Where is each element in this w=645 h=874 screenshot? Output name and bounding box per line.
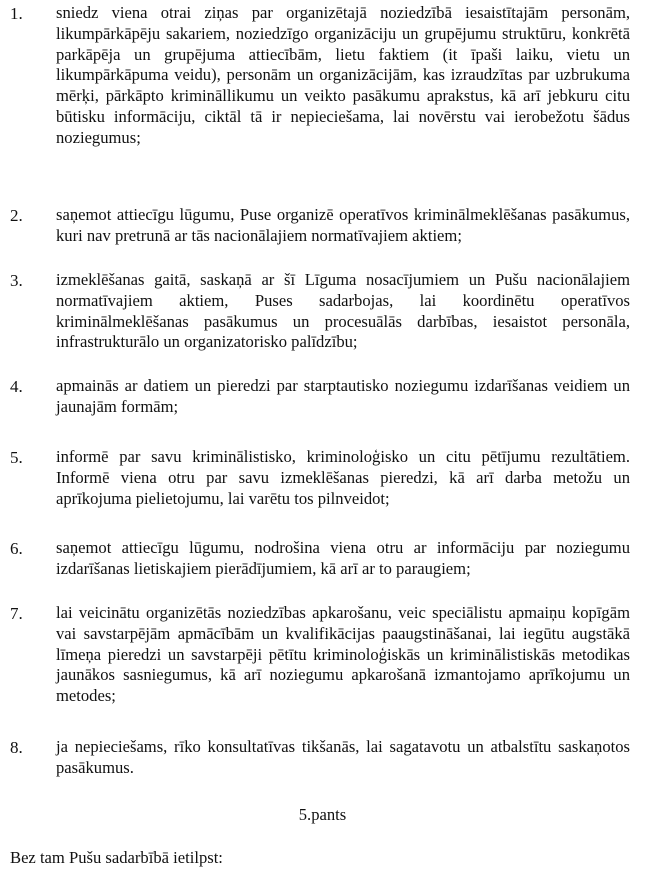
item-text: ja nepieciešams, rīko konsultatīvas tikšanās, lai sagatavotu un atbalstītu saskaņotos pasākumus. bbox=[56, 737, 630, 777]
item-number: 6. bbox=[10, 539, 23, 558]
item-number: 8. bbox=[10, 738, 23, 757]
intro-line: Bez tam Pušu sadarbībā ietilpst: bbox=[10, 848, 223, 867]
item-number: 7. bbox=[10, 604, 23, 623]
item-text: informē par savu kriminālistisko, kriminoloģisko un citu pētījumu rezultātiem. Informē viena otru par savu izmeklēšanas pieredzi, kā arī darba metožu un aprīkojuma pielietojumu, lai varētu tos pilnveidot; bbox=[56, 447, 630, 508]
item-text: apmainās ar datiem un pieredzi par starptautisko noziegumu izdarīšanas veidiem un jaunajām formām; bbox=[56, 376, 630, 416]
item-text: izmeklēšanas gaitā, saskaņā ar šī Līguma nosacījumiem un Pušu nacionālajiem normatīvajiem aktiem, Puses sadarbojas, lai koordinētu operatīvos kriminālmeklēšanas pasākumus un procesuālās darbības, iesaistot personāla, infrastrukturālo un organizatorisko palīdzību; bbox=[56, 270, 630, 352]
section-heading: 5.pants bbox=[298, 805, 347, 824]
item-text: sniedz viena otrai ziņas par organizētajā noziedzībā iesaistītajām personām, likumpārkāpēju sakariem, noziedzīgo organizāciju un grupējumu struktūru, konkrētā parkāpēja un grupējuma attiecībām, lietu faktiem (it īpaši laiku, vietu un likumpārkāpuma veidu), personām un organizācijām, kas izraudzītas par uzbrukuma mērķi, pārkāpto krimināllikumu un veikto pasākumu aprakstus, kā arī jebkuru citu būtisku informāciju, ciktāl tā ir nepieciešama, lai novērstu vai ierobežotu šādus noziegumus; bbox=[56, 3, 630, 147]
item-number: 5. bbox=[10, 448, 23, 467]
item-number: 1. bbox=[10, 4, 23, 23]
item-text: lai veicinātu organizētās noziedzības apkarošanu, veic speciālistu apmaiņu kopīgām vai savstarpējām apmācībām un kvalifikācijas paaugstināšanai, lai iegūtu augstākā līmeņa pieredzi un savstarpēji pētītu kriminoloģiskās un kriminālistiskās metodikas jaunākos sasniegumus, kā arī noziegumu apkarošanā izmantojamo aprīkojumu un metodes; bbox=[56, 603, 630, 706]
item-number: 4. bbox=[10, 377, 23, 396]
item-text: saņemot attiecīgu lūgumu, nodrošina viena otru ar informāciju par noziegumu izdarīšanas lietiskajiem pierādījumiem, kā arī ar to paraugiem; bbox=[56, 538, 630, 578]
item-text: saņemot attiecīgu lūgumu, Puse organizē operatīvos kriminālmeklēšanas pasākumus, kuri nav pretrunā ar tās nacionālajiem normatīvajiem aktiem; bbox=[56, 205, 630, 245]
item-number: 3. bbox=[10, 271, 23, 290]
item-number: 2. bbox=[10, 206, 23, 225]
